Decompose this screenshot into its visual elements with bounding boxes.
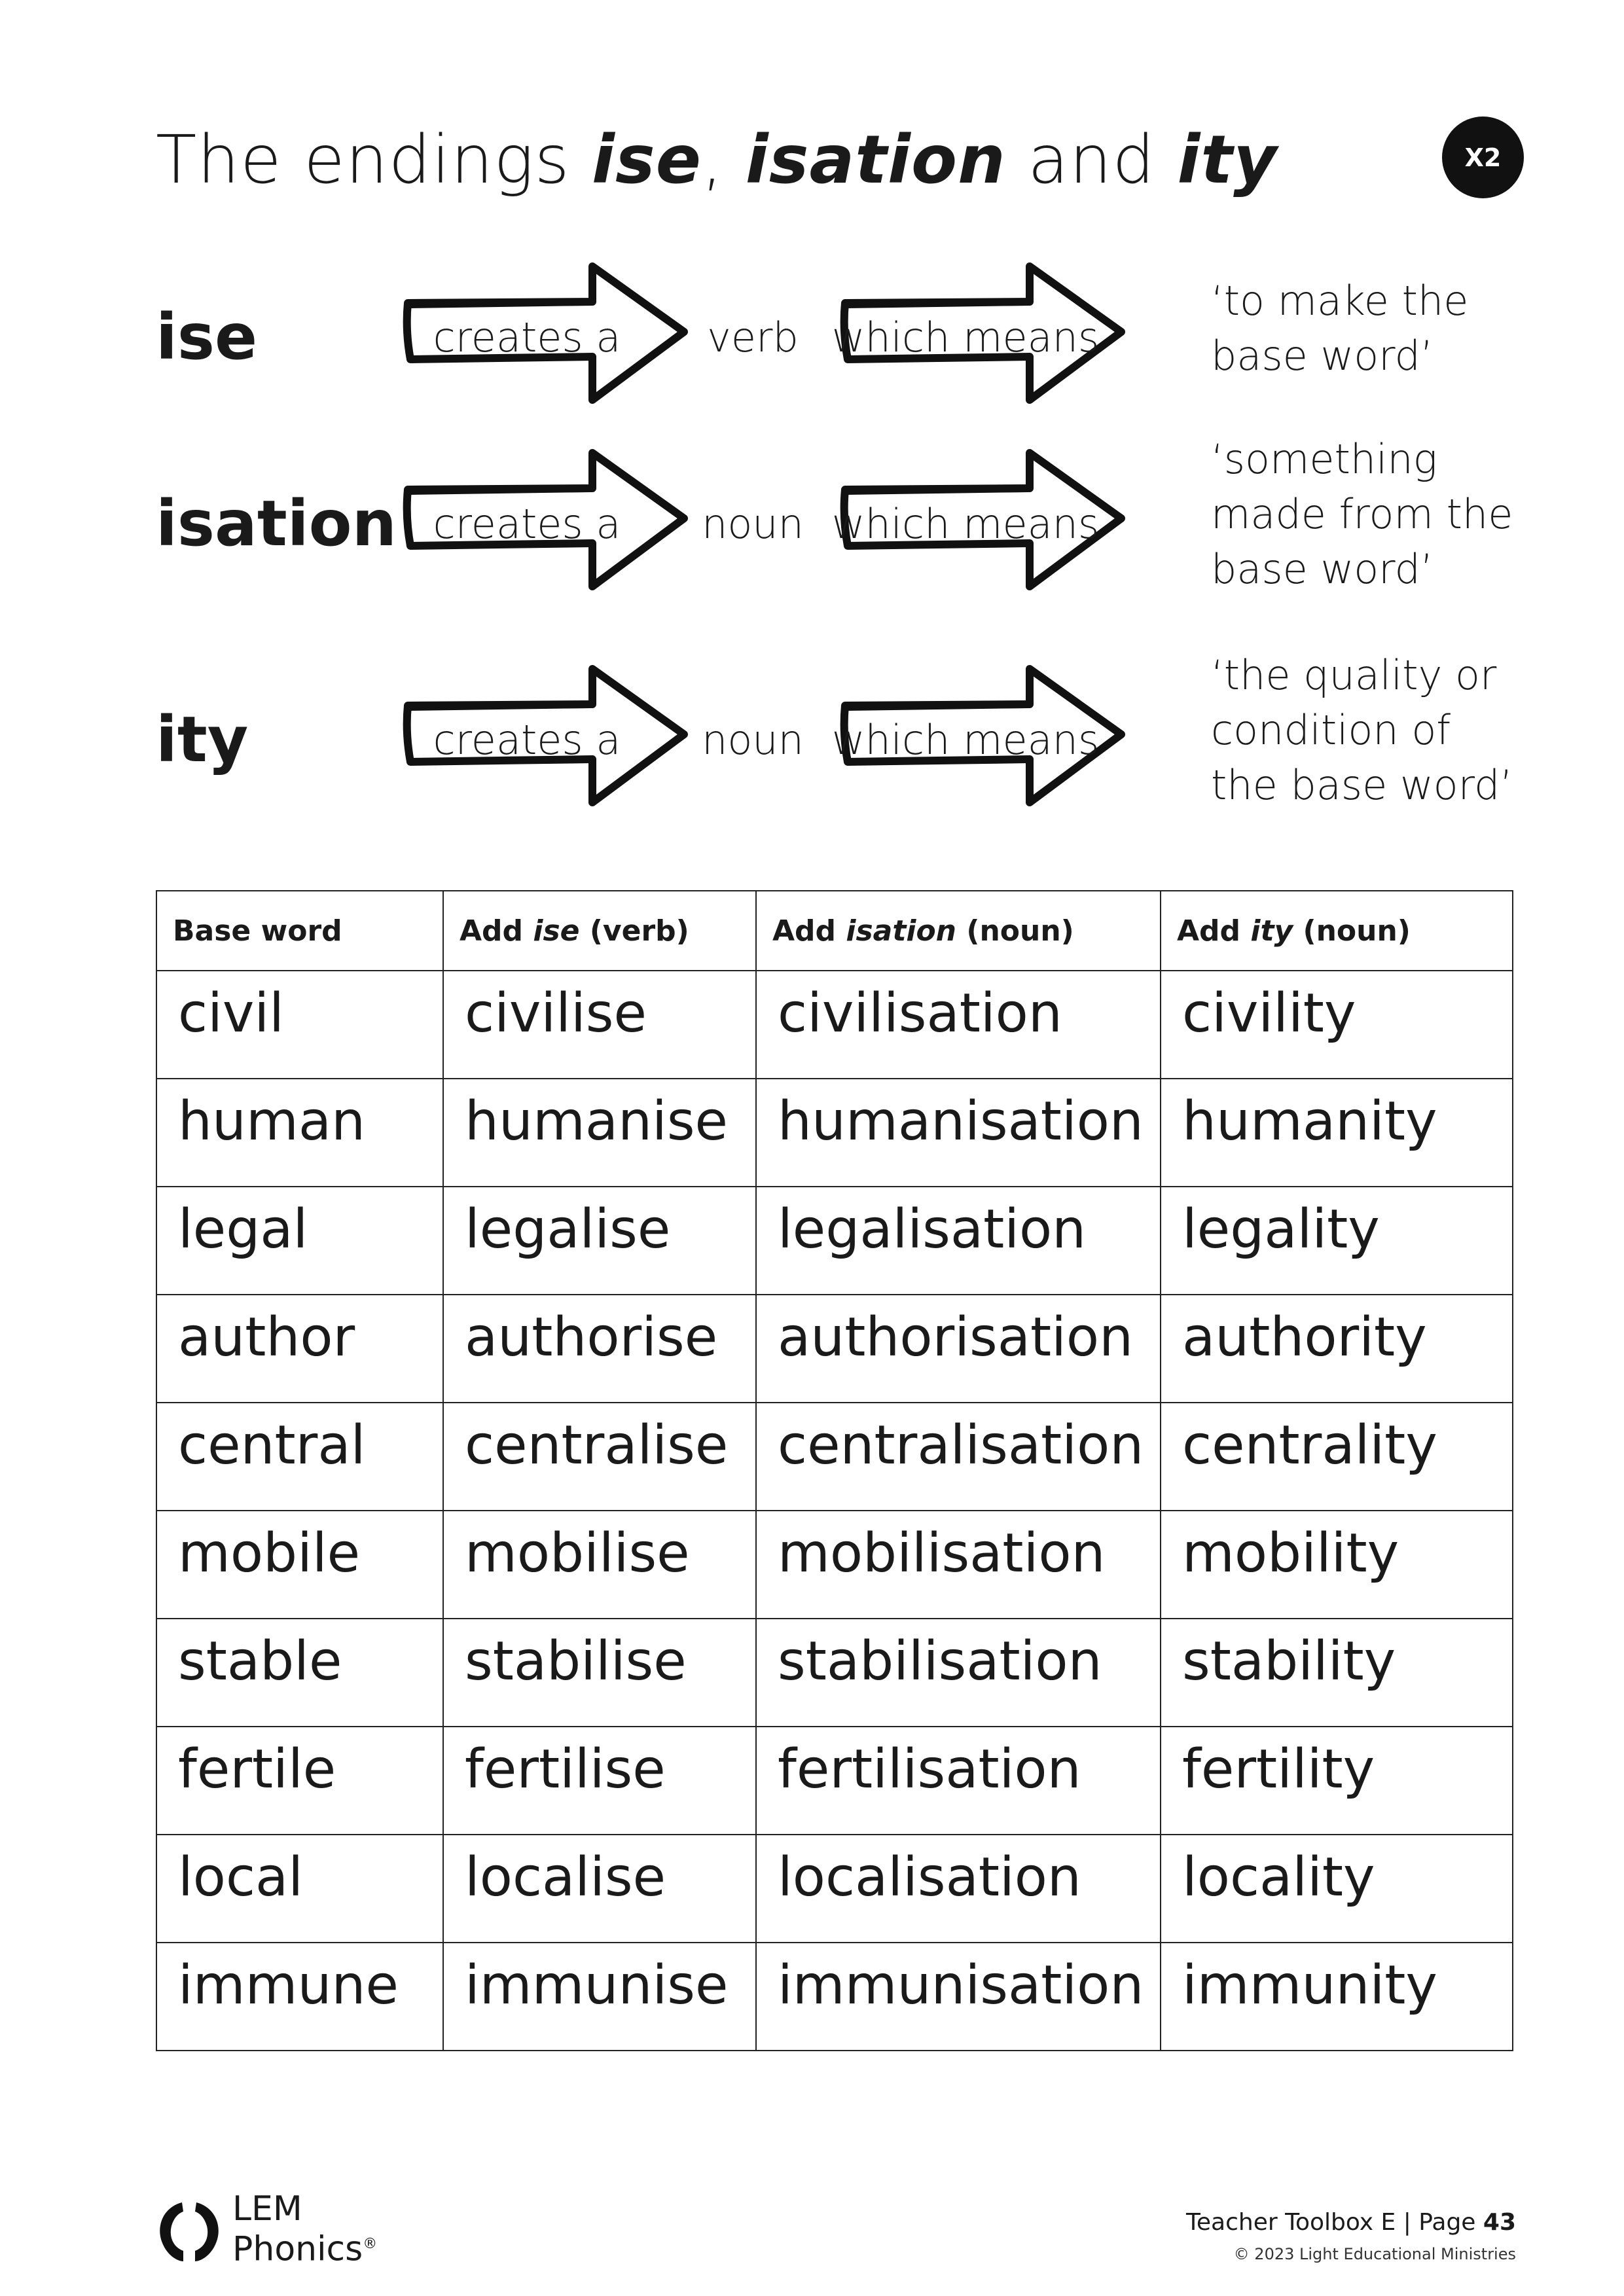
means-arrow	[827, 259, 1134, 416]
ise-cell: civilise	[443, 971, 756, 1079]
ise-cell: humanise	[443, 1079, 756, 1187]
base-word-cell: stable	[156, 1619, 443, 1727]
table-row	[156, 1727, 1513, 1835]
ise-cell: stabilise	[443, 1619, 756, 1727]
page-footer	[1186, 2209, 1516, 2236]
logo-line-phonics: Phonics	[232, 2229, 363, 2269]
book-title: Teacher Toolbox E | Page	[1186, 2209, 1483, 2236]
ity-cell: civility	[1161, 971, 1513, 1079]
ise-cell: legalise	[443, 1187, 756, 1295]
meaning-line: base word’	[1211, 332, 1434, 380]
base-word-cell: author	[156, 1295, 443, 1403]
copyright: © 2023 Light Educational Ministries	[1233, 2245, 1516, 2263]
ise-cell: centralise	[443, 1403, 756, 1511]
isation-cell: localisation	[756, 1835, 1161, 1943]
ise-cell: immunise	[443, 1943, 756, 2051]
ity-cell: fertility	[1161, 1727, 1513, 1835]
title-sep: ,	[701, 121, 746, 199]
base-word-cell: local	[156, 1835, 443, 1943]
registered-mark: ®	[363, 2236, 378, 2252]
ending-label: ise	[156, 300, 258, 374]
table-row	[156, 971, 1513, 1079]
creates-arrow	[389, 259, 697, 416]
isation-cell: legalisation	[756, 1187, 1161, 1295]
table-row	[156, 1619, 1513, 1727]
lem-logo-text	[232, 2191, 377, 2267]
table-row	[156, 1511, 1513, 1619]
table-row	[156, 1187, 1513, 1295]
base-word-cell: mobile	[156, 1511, 443, 1619]
meaning-line: ‘something	[1211, 435, 1437, 483]
means-label: which means	[831, 313, 1100, 361]
table-row	[156, 1835, 1513, 1943]
ity-cell: humanity	[1161, 1079, 1513, 1187]
table-row	[156, 1079, 1513, 1187]
page-title	[156, 121, 1278, 199]
table-row	[156, 1403, 1513, 1511]
meaning-text	[1211, 432, 1604, 597]
isation-cell: authorisation	[756, 1295, 1161, 1403]
isation-cell: centralisation	[756, 1403, 1161, 1511]
isation-cell: mobilisation	[756, 1511, 1161, 1619]
ity-cell: stability	[1161, 1619, 1513, 1727]
ity-cell: legality	[1161, 1187, 1513, 1295]
table-header-row	[156, 891, 1513, 971]
ity-cell: locality	[1161, 1835, 1513, 1943]
ise-cell: fertilise	[443, 1727, 756, 1835]
title-ity: ity	[1177, 121, 1278, 199]
title-prefix: The endings	[156, 121, 592, 199]
meaning-text	[1211, 274, 1604, 384]
ise-cell: mobilise	[443, 1511, 756, 1619]
creates-arrow	[389, 661, 697, 818]
table-row	[156, 1943, 1513, 2051]
meaning-line: condition of	[1211, 706, 1451, 754]
base-word-cell: central	[156, 1403, 443, 1511]
base-word-cell: legal	[156, 1187, 443, 1295]
page-number: 43	[1483, 2209, 1516, 2236]
creates-arrow	[389, 445, 697, 602]
base-word-cell: immune	[156, 1943, 443, 2051]
part-of-speech: verb	[707, 313, 799, 361]
isation-cell: stabilisation	[756, 1619, 1161, 1727]
means-label: which means	[831, 715, 1100, 764]
ity-cell: authority	[1161, 1295, 1513, 1403]
means-arrow	[827, 661, 1134, 818]
table-row	[156, 1295, 1513, 1403]
isation-cell: humanisation	[756, 1079, 1161, 1187]
meaning-line: ‘to make the	[1211, 277, 1469, 325]
word-table	[156, 890, 1513, 2051]
header-base-word: Base word	[156, 891, 443, 971]
isation-cell: civilisation	[756, 971, 1161, 1079]
title-ise: ise	[592, 121, 702, 199]
meaning-line: base word’	[1211, 545, 1434, 593]
base-word-cell: fertile	[156, 1727, 443, 1835]
isation-cell: immunisation	[756, 1943, 1161, 2051]
header-add-ity: Add ity (noun)	[1161, 891, 1513, 971]
creates-label: creates a	[433, 499, 621, 548]
header-add-isation: Add isation (noun)	[756, 891, 1161, 971]
means-arrow	[827, 445, 1134, 602]
means-label: which means	[831, 499, 1100, 548]
title-and: and	[1005, 121, 1178, 199]
repeat-badge: X2	[1442, 117, 1524, 198]
meaning-text	[1211, 648, 1604, 813]
title-isation: isation	[745, 121, 1006, 199]
isation-cell: fertilisation	[756, 1727, 1161, 1835]
ity-cell: centrality	[1161, 1403, 1513, 1511]
part-of-speech: noun	[702, 715, 804, 764]
creates-label: creates a	[433, 313, 621, 361]
ending-label: ity	[156, 703, 249, 776]
ise-cell: localise	[443, 1835, 756, 1943]
creates-label: creates a	[433, 715, 621, 764]
base-word-cell: human	[156, 1079, 443, 1187]
ity-cell: mobility	[1161, 1511, 1513, 1619]
base-word-cell: civil	[156, 971, 443, 1079]
ise-cell: authorise	[443, 1295, 756, 1403]
header-add-ise: Add ise (verb)	[443, 891, 756, 971]
ity-cell: immunity	[1161, 1943, 1513, 2051]
meaning-line: made from the	[1211, 490, 1513, 538]
lem-logo-icon	[153, 2196, 225, 2268]
meaning-line: ‘the quality or	[1211, 651, 1497, 699]
ending-label: isation	[156, 487, 397, 560]
part-of-speech: noun	[702, 499, 804, 548]
meaning-line: the base word’	[1211, 761, 1513, 809]
logo-line-lem: LEM	[232, 2189, 302, 2229]
